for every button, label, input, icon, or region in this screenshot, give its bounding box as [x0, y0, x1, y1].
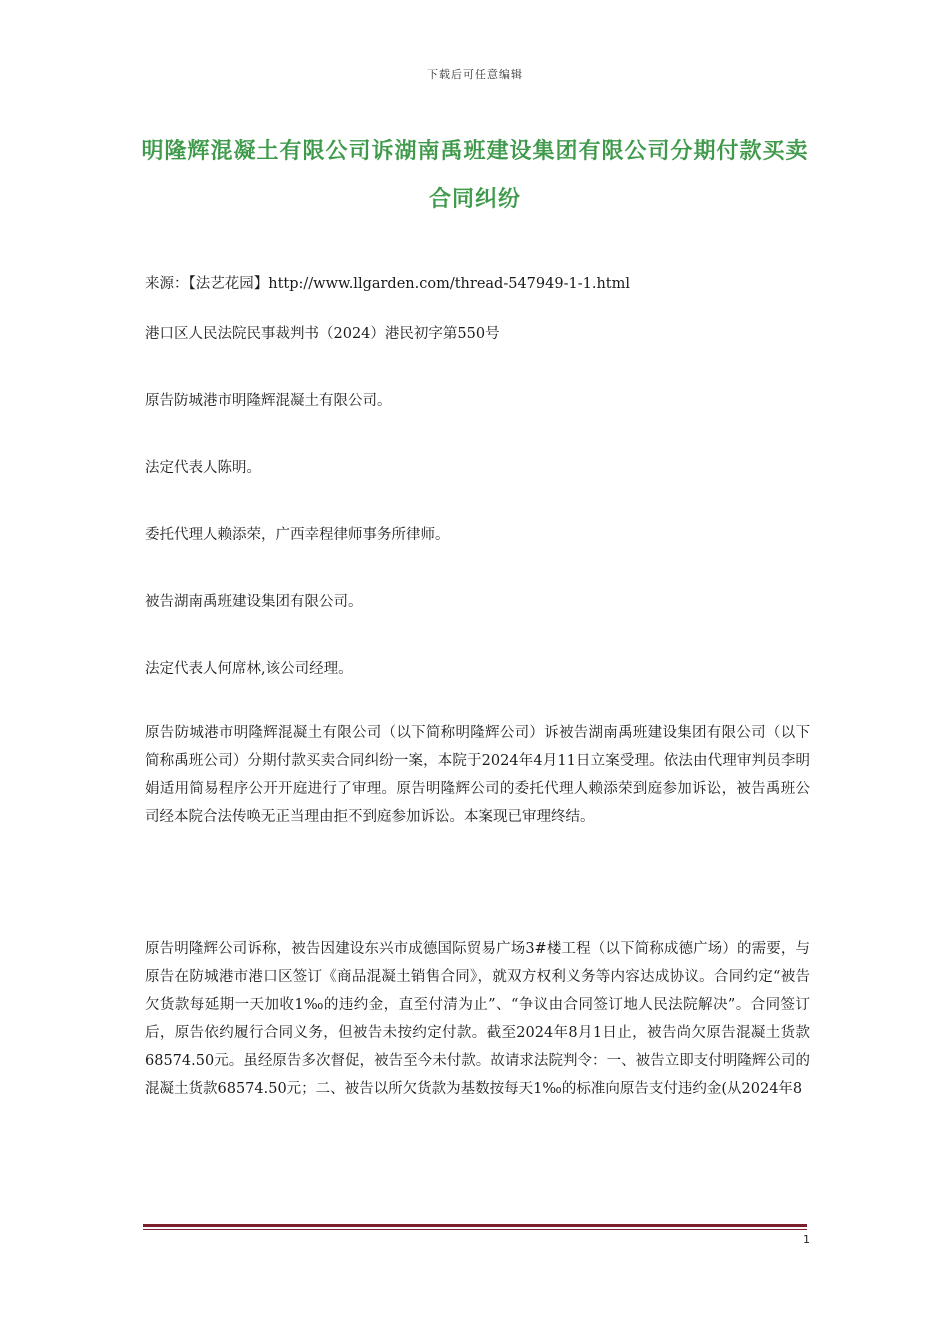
- footer-rule-thin: [143, 1229, 807, 1230]
- footer-rule-thick: [143, 1224, 807, 1227]
- plaintiff-claim-paragraph: 原告明隆辉公司诉称，被告因建设东兴市成德国际贸易广场3#楼工程（以下简称成德广场）的需要，与原告在防城港市港口区签订《商品混凝土销售合同》，就双方权利义务等内容达成协议。合同约定“被告欠货款每延期一天加收1‰的违约金，直至付清为止”、“争议由合同签订地人民法院解决”。合同签订后，原告依约履行合同义务，但被告未按约定付款。截至2024年8月1日止，被告尚欠原告混凝土货款68574.50元。虽经原告多次督促，被告至今未付款。故请求法院判令：一、被告立即支付明隆辉公司的混凝土货款68574.50元；二、被告以所欠货款为基数按每天1‰的标准向原告支付违约金(从2024年8: [145, 941, 810, 1097]
- document-title: 明隆辉混凝土有限公司诉湖南禹班建设集团有限公司分期付款买卖合同纠纷: [141, 139, 809, 212]
- plaintiff-representative-line: 法定代表人陈明。: [145, 460, 261, 476]
- case-intro-paragraph: 原告防城港市明隆辉混凝土有限公司（以下简称明隆辉公司）诉被告湖南禹班建设集团有限公司（以下简称禹班公司）分期付款买卖合同纠纷一案，本院于2024年4月11日立案受理。依法由代理审判员李明娟适用简易程序公开开庭进行了审理。原告明隆辉公司的委托代理人赖添荣到庭参加诉讼，被告禹班公司经本院合法传唤无正当理由拒不到庭参加诉讼。本案现已审理终结。: [145, 725, 810, 825]
- plaintiff-agent-line: 委托代理人赖添荣，广西幸程律师事务所律师。: [145, 527, 450, 543]
- defendant-line: 被告湖南禹班建设集团有限公司。: [145, 594, 363, 610]
- court-line: 港口区人民法院民事裁判书（2024）港民初字第550号: [145, 326, 500, 342]
- plaintiff-line: 原告防城港市明隆辉混凝土有限公司。: [145, 393, 392, 409]
- header-note: 下载后可任意编辑: [427, 68, 523, 81]
- page-number: 1: [803, 1233, 810, 1246]
- source-line: 来源：【法艺花园】http://www.llgarden.com/thread-547949-1-1.html: [145, 276, 630, 292]
- defendant-representative-line: 法定代表人何席林,该公司经理。: [145, 661, 353, 677]
